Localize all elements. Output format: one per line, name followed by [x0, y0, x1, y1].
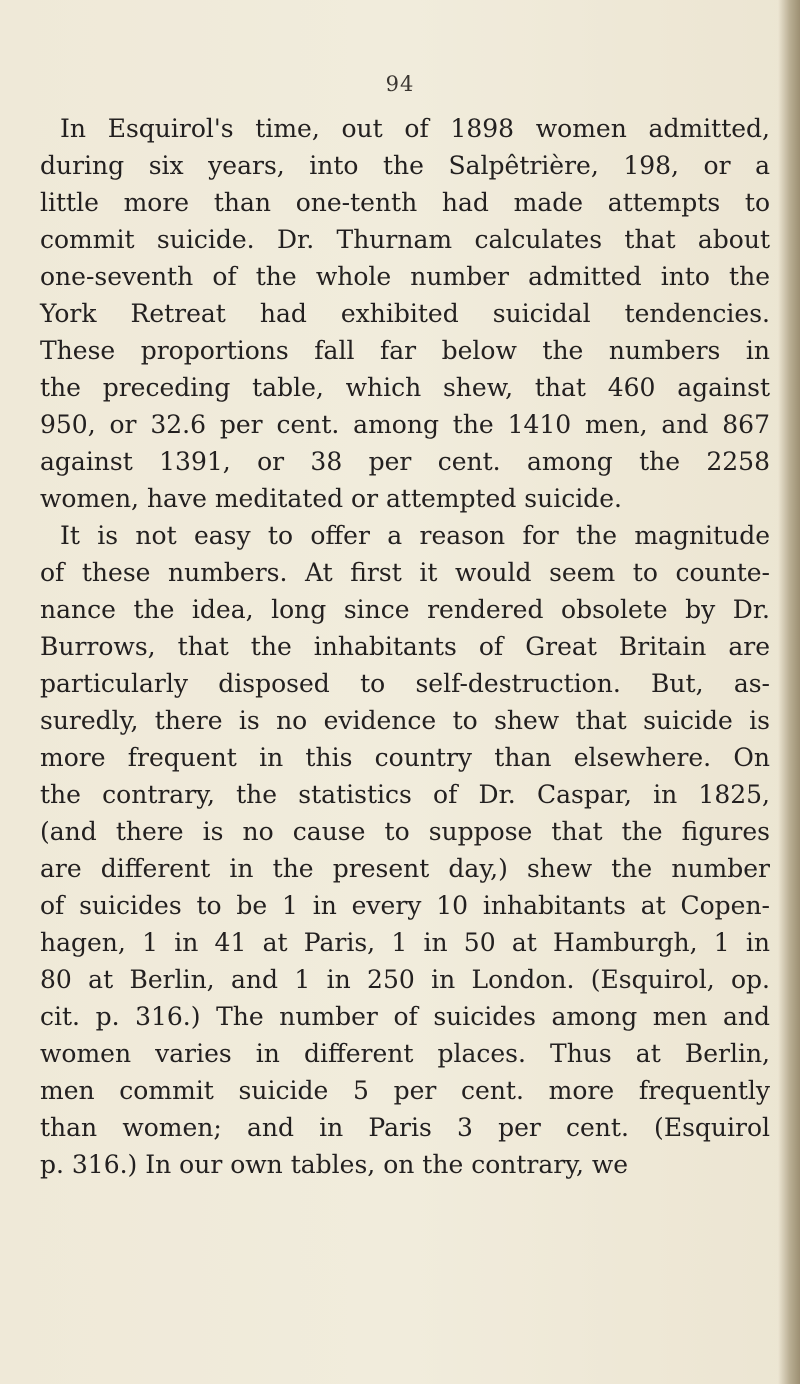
- text-line: the contrary, the statistics of Dr. Caspar, in 1825,: [40, 780, 770, 809]
- text-line: women, have meditated or attempted suicide.: [40, 484, 622, 513]
- text-line: These proportions fall far below the numbers in: [40, 336, 770, 365]
- text-line: (and there is no cause to suppose that the figures: [40, 817, 770, 846]
- text-line: particularly disposed to self-destruction. But, as-: [40, 669, 770, 698]
- text-line: p. 316.) In our own tables, on the contrary, we: [40, 1150, 629, 1179]
- text-line: hagen, 1 in 41 at Paris, 1 in 50 at Hamburgh, 1 in: [40, 928, 770, 957]
- text-line: 80 at Berlin, and 1 in 250 in London. (Esquirol, op.: [40, 965, 770, 994]
- text-line: one-seventh of the whole number admitted into the: [40, 262, 770, 291]
- text-line: suredly, there is no evidence to shew that suicide is: [40, 706, 770, 735]
- text-line: women varies in different places. Thus at Berlin,: [40, 1039, 770, 1068]
- text-line: York Retreat had exhibited suicidal tendencies.: [40, 299, 770, 328]
- body-text: [40, 110, 770, 1183]
- text-line: In Esquirol's time, out of 1898 women admitted,: [60, 114, 770, 143]
- text-line: little more than one-tenth had made attempts to: [40, 188, 770, 217]
- text-line: commit suicide. Dr. Thurnam calculates that about: [40, 225, 770, 254]
- text-line: against 1391, or 38 per cent. among the 2258: [40, 447, 770, 476]
- text-line: It is not easy to offer a reason for the magnitude: [60, 521, 770, 550]
- text-line: men commit suicide 5 per cent. more frequently: [40, 1076, 770, 1105]
- text-line: cit. p. 316.) The number of suicides among men and: [40, 1002, 770, 1031]
- text-line: the preceding table, which shew, that 460 against: [40, 373, 770, 402]
- text-line: nance the idea, long since rendered obsolete by Dr.: [40, 595, 770, 624]
- text-line: than women; and in Paris 3 per cent. (Esquirol: [40, 1113, 770, 1142]
- page-number: 94: [385, 72, 415, 96]
- text-line: 950, or 32.6 per cent. among the 1410 men, and 867: [40, 410, 770, 439]
- text-line: are different in the present day,) shew the number: [40, 854, 770, 883]
- text-line: more frequent in this country than elsewhere. On: [40, 743, 770, 772]
- text-line: of these numbers. At first it would seem to counte-: [40, 558, 770, 587]
- page-edge-shadow: [778, 0, 800, 1384]
- text-line: during six years, into the Salpêtrière, 198, or a: [40, 151, 770, 180]
- text-line: of suicides to be 1 in every 10 inhabitants at Copen-: [40, 891, 770, 920]
- text-line: Burrows, that the inhabitants of Great Britain are: [40, 632, 770, 661]
